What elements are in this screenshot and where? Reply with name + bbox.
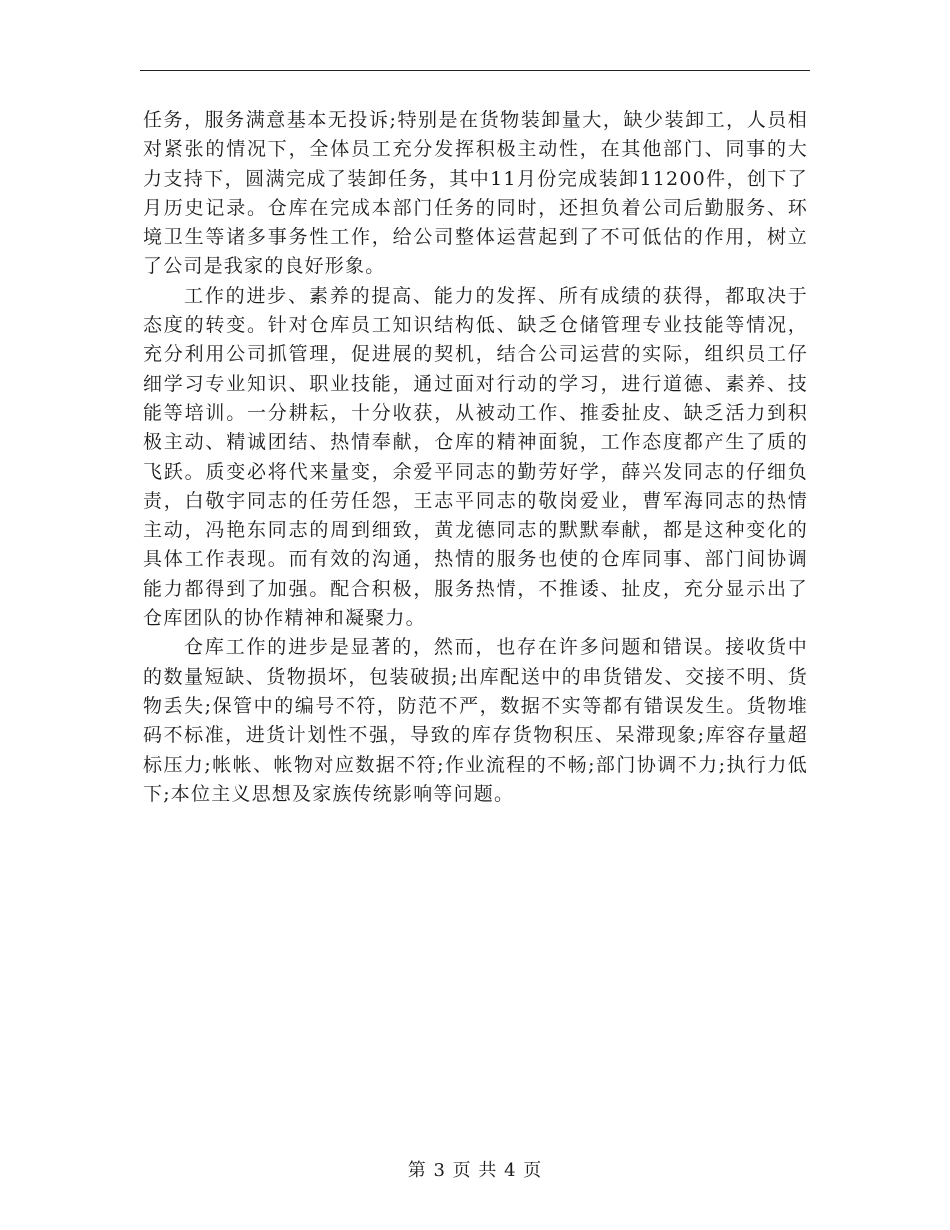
paragraph-1: 任务，服务满意基本无投诉;特别是在货物装卸量大，缺少装卸工，人员相对紧张的情况下，全体员工充分发挥积极主动性，在其他部门、同事的大力支持下，圆满完成了装卸任务，其中11月份完成装卸11200件，创下了月历史记录。仓库在完成本部门任务的同时，还担负着公司后勤服务、环境卫生等诸多事务性工作，给公司整体运营起到了不可低估的作用，树立了公司是我家的良好形象。	[143, 109, 808, 278]
document-body	[143, 106, 808, 809]
page-number-label: 第 3 页 共 4 页	[407, 1160, 543, 1181]
page-footer	[0, 1156, 950, 1182]
paragraph-3: 仓库工作的进步是显著的，然而，也存在许多问题和错误。接收货中的数量短缺、货物损坏，包装破损;出库配送中的串货错发、交接不明、货物丢失;保管中的编号不符，防范不严，数据不实等都有错误发生。货物堆码不标准，进货计划性不强，导致的库存货物积压、呆滞现象;库容存量超标压力;帐帐、帐物对应数据不符;作业流程的不畅;部门协调不力;执行力低下;本位主义思想及家族传统影响等问题。	[143, 636, 808, 805]
paragraph-2: 工作的进步、素养的提高、能力的发挥、所有成绩的获得，都取决于态度的转变。针对仓库员工知识结构低、缺乏仓储管理专业技能等情况，充分利用公司抓管理，促进展的契机，结合公司运营的实际，组织员工仔细学习专业知识、职业技能，通过面对行动的学习，进行道德、素养、技能等培训。一分耕耘，十分收获，从被动工作、推委扯皮、缺乏活力到积极主动、精诚团结、热情奉献，仓库的精神面貌，工作态度都产生了质的飞跃。质变必将代来量变，余爱平同志的勤劳好学，薛兴发同志的仔细负责，白敬宇同志的任劳任怨，王志平同志的敬岗爱业，曹军海同志的热情主动，冯艳东同志的周到细致，黄龙德同志的默默奉献，都是这种变化的具体工作表现。而有效的沟通，热情的服务也使的仓库同事、部门间协调能力都得到了加强。配合积极，服务热情，不推诿、扯皮，充分显示出了仓库团队的协作精神和凝聚力。	[143, 284, 808, 630]
header-rule	[140, 70, 810, 71]
